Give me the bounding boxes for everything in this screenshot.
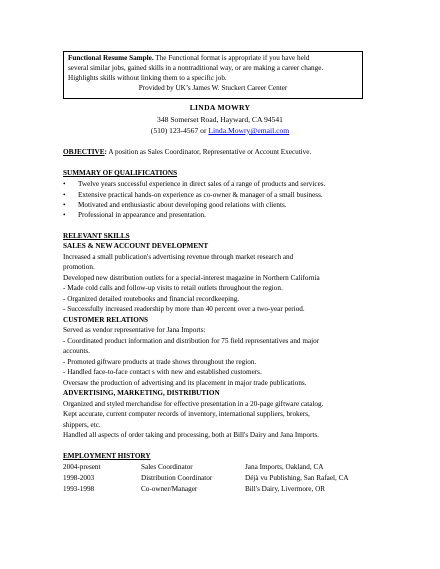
sales-line: - Successfully increased readership by more than 40 percent over a two-year period. [63, 305, 305, 313]
employment-title: Sales Coordinator [141, 463, 193, 471]
advertising-line: Organized and styled merchandise for effective presentation in a 20-page giftware catalog. [63, 400, 324, 408]
skills-heading: RELEVANT SKILLS [63, 232, 130, 240]
employment-company: Bill's Dairy, Livermore, OR [245, 485, 326, 493]
bullet-icon: • [63, 180, 66, 188]
advertising-line: Kept accurate, current computer records of inventory, international suppliers, brokers, [63, 410, 310, 418]
notice-text-1: The Functional format is appropriate if you have held [153, 54, 310, 62]
candidate-address: 348 Somerset Road, Hayward, CA 94541 [157, 115, 283, 124]
customer-line: Oversaw the production of advertising and its placement in major trade publications. [63, 379, 307, 387]
summary-item: • Twelve years successful experience in direct sales of a range of products and services. [63, 180, 326, 188]
advertising-subheading: ADVERTISING, MARKETING, DISTRIBUTION [63, 389, 220, 397]
summary-item: • Motivated and enthusiastic about developing good relations with clients. [63, 201, 287, 209]
customer-line: Served as vendor representative for Jana Imports: [63, 326, 206, 334]
candidate-contact [0, 125, 440, 136]
notice-provided-by: Provided by UK’s James W. Stuckert Career Center [138, 84, 288, 92]
sales-line: Increased a small publication's advertising revenue through market research and [63, 253, 294, 261]
employment-title: Distribution Coordinator [141, 474, 213, 482]
employment-title: Co-owner/Manager [141, 485, 198, 493]
candidate-phone: (510) 123-4567 or [150, 126, 209, 135]
notice-text-3: Highlights skills without linking them to a specific job. [68, 74, 227, 82]
customer-subheading: CUSTOMER RELATIONS [63, 316, 149, 324]
customer-line: - Promoted giftware products at trade shows throughout the region. [63, 358, 257, 366]
objective-line [63, 147, 311, 157]
bullet-icon: • [63, 191, 66, 199]
customer-line: accounts. [63, 347, 90, 355]
bullet-icon: • [63, 201, 66, 209]
sample-notice-box [63, 51, 363, 99]
sales-line: Developed new distribution outlets for a special-interest magazine in Northern California [63, 274, 320, 282]
objective-colon: : [104, 148, 107, 156]
sales-line: - Organized detailed routebooks and financial recordkeeping. [63, 295, 240, 303]
objective-heading: OBJECTIVE [63, 148, 105, 156]
employment-company: Déjà vu Publishing, San Rafael, CA [245, 474, 349, 482]
employment-years: 2004-present [63, 463, 101, 471]
candidate-email-link[interactable]: Linda.Mowry@email.com [208, 126, 290, 135]
customer-line: - Handled face-to-face contact s with new and established customers. [63, 368, 262, 376]
employment-heading: EMPLOYMENT HISTORY [63, 452, 151, 460]
summary-heading: SUMMARY OF QUALIFICATIONS [63, 169, 178, 177]
objective-text: A position as Sales Coordinator, Representative or Account Executive. [106, 148, 312, 156]
sales-line: promotion. [63, 263, 95, 271]
advertising-line: shippers, etc. [63, 421, 101, 429]
sales-subheading: SALES & NEW ACCOUNT DEVELOPMENT [63, 242, 209, 250]
bullet-icon: • [63, 211, 66, 219]
employment-years: 1998-2003 [63, 474, 95, 482]
customer-line: - Coordinated product information and distribution for 75 field representatives and major [63, 337, 320, 345]
summary-item: • Extensive practical hands-on experience as co-owner & manager of a small business. [63, 191, 323, 199]
summary-item: • Professional in appearance and presentation. [63, 211, 206, 219]
employment-company: Jana Imports, Oakland, CA [245, 463, 324, 471]
notice-text-2: several similar jobs, gained skills in a nontraditional way, or are making a career change. [68, 64, 324, 72]
advertising-line: Handled all aspects of order taking and processing, both at Bill's Dairy and Jana Imports. [63, 431, 319, 439]
sales-line: - Made cold calls and follow-up visits to retail outlets throughout the region. [63, 284, 283, 292]
employment-years: 1993-1998 [63, 485, 95, 493]
candidate-name: LINDA MOWRY [189, 103, 251, 112]
notice-title: Functional Resume Sample. [68, 54, 154, 62]
